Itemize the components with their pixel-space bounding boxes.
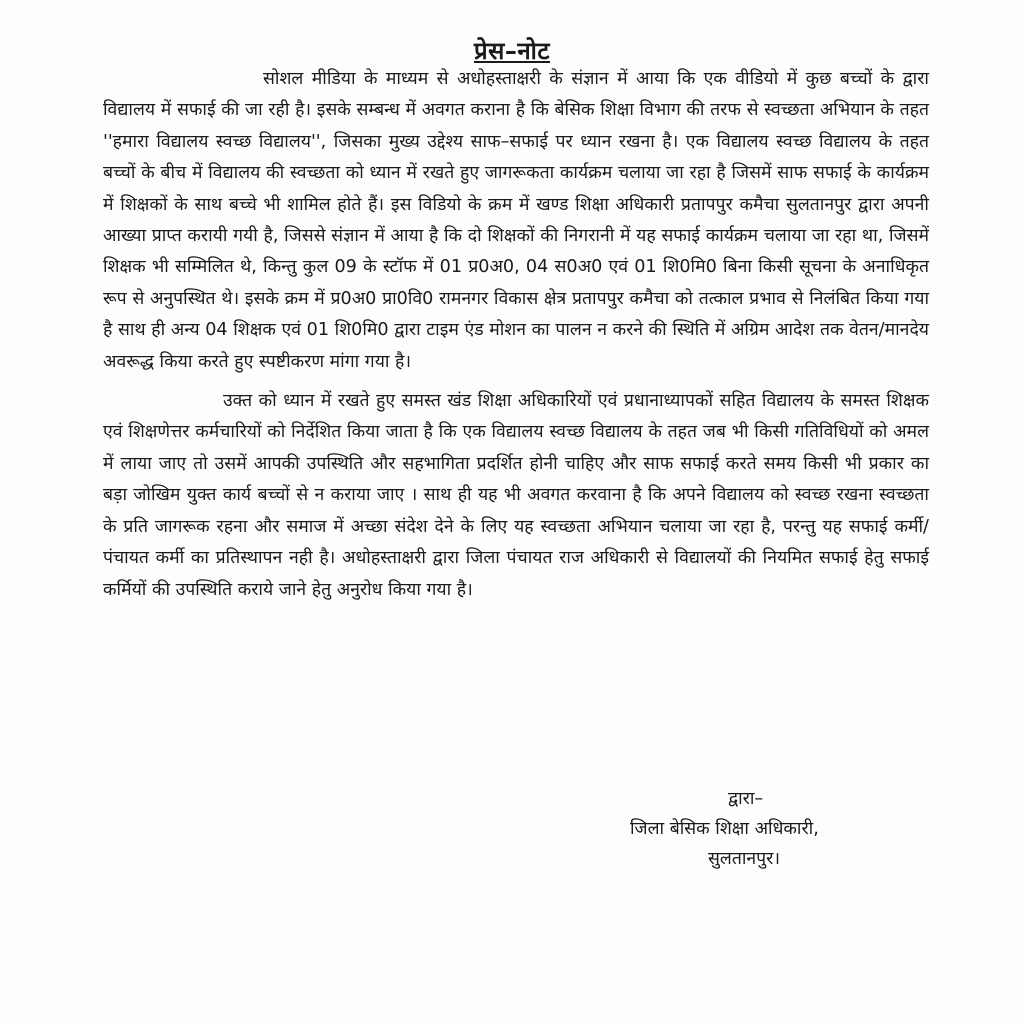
document-title: प्रेस–नोट xyxy=(473,37,550,65)
signature-block xyxy=(630,784,920,874)
paragraph-1: सोशल मीडिया के माध्यम से अधोहस्ताक्षरी के संज्ञान में आया कि एक वीडियो में कुछ बच्चों के द्वारा विद्यालय में सफाई की जा रही है। इसके सम्बन्ध में अवगत कराना है कि बेसिक शिक्षा विभाग की तरफ से स्वच्छता अभियान के तहत ''हमारा विद्यालय स्वच्छ विद्यालय'', जिसका मुख्य उद्देश्य साफ–सफाई पर ध्यान रखना है। एक विद्यालय स्वच्छ विद्यालय के तहत बच्चों के बीच में विद्यालय की स्वच्छता को ध्यान में रखते हुए जागरूकता कार्यक्रम चलाया जा रहा है जिसमें साफ सफाई के कार्यक्रम में शिक्षकों के साथ बच्चे भी शामिल होते हैं। इस विडियो के क्रम में खण्ड शिक्षा अधिकारी प्रतापपुर कमैचा सुलतानपुर द्वारा अपनी आख्या प्राप्त करायी गयी है, जिससे संज्ञान में आया है कि दो शिक्षकों की निगरानी में यह सफाई कार्यक्रम चलाया जा रहा था, जिसमें शिक्षक भी सम्मिलित थे, किन्तु कुल 09 के स्टॉफ में 01 प्र0अ0, 04 स0अ0 एवं 01 शि0मि0 बिना किसी सूचना के अनाधिकृत रूप से अनुपस्थित थे। इसके क्रम में प्र0अ0 प्रा0वि0 रामनगर विकास क्षेत्र प्रतापपुर कमैचा को तत्काल प्रभाव से निलंबित किया गया है साथ ही अन्य 04 शिक्षक एवं 01 शि0मि0 द्वारा टाइम एंड मोशन का पालन न करने की स्थिति में अग्रिम आदेश तक वेतन/मानदेय अवरूद्ध किया करते हुए स्पष्टीकरण मांगा गया है। xyxy=(103,69,929,372)
paragraph-2: उक्त को ध्यान में रखते हुए समस्त खंड शिक्षा अधिकारियों एवं प्रधानाध्यापकों सहित विद्यालय के समस्त शिक्षक एवं शिक्षणेत्तर कर्मचारियों को निर्देशित किया जाता है कि एक विद्यालय स्वच्छ विद्यालय के तहत जब भी किसी गतिविधियों को अमल में लाया जाए तो उसमें आपकी उपस्थिति और सहभागिता प्रदर्शित होनी चाहिए और साफ सफाई करते समय किसी भी प्रकार का बड़ा जोखिम युक्त कार्य बच्चों से न कराया जाए । साथ ही यह भी अवगत करवाना है कि अपने विद्यालय को स्वच्छ रखना स्वच्छता के प्रति जागरूक रहना और समाज में अच्छा संदेश देने के लिए यह स्वच्छता अभियान चलाया जा रहा है, परन्तु यह सफाई कर्मी/पंचायत कर्मी का प्रतिस्थापन नही है। अधोहस्ताक्षरी द्वारा जिला पंचायत राज अधिकारी से विद्यालयों की नियमित सफाई हेतु सफाई कर्मियों की उपस्थिति कराये जाने हेतु अनुरोध किया गया है। xyxy=(103,391,929,600)
signature-place: सुलतानपुर। xyxy=(708,849,781,869)
signature-by: द्वारा– xyxy=(728,789,764,809)
document-body xyxy=(103,64,929,606)
signature-office: जिला बेसिक शिक्षा अधिकारी, xyxy=(630,819,819,839)
